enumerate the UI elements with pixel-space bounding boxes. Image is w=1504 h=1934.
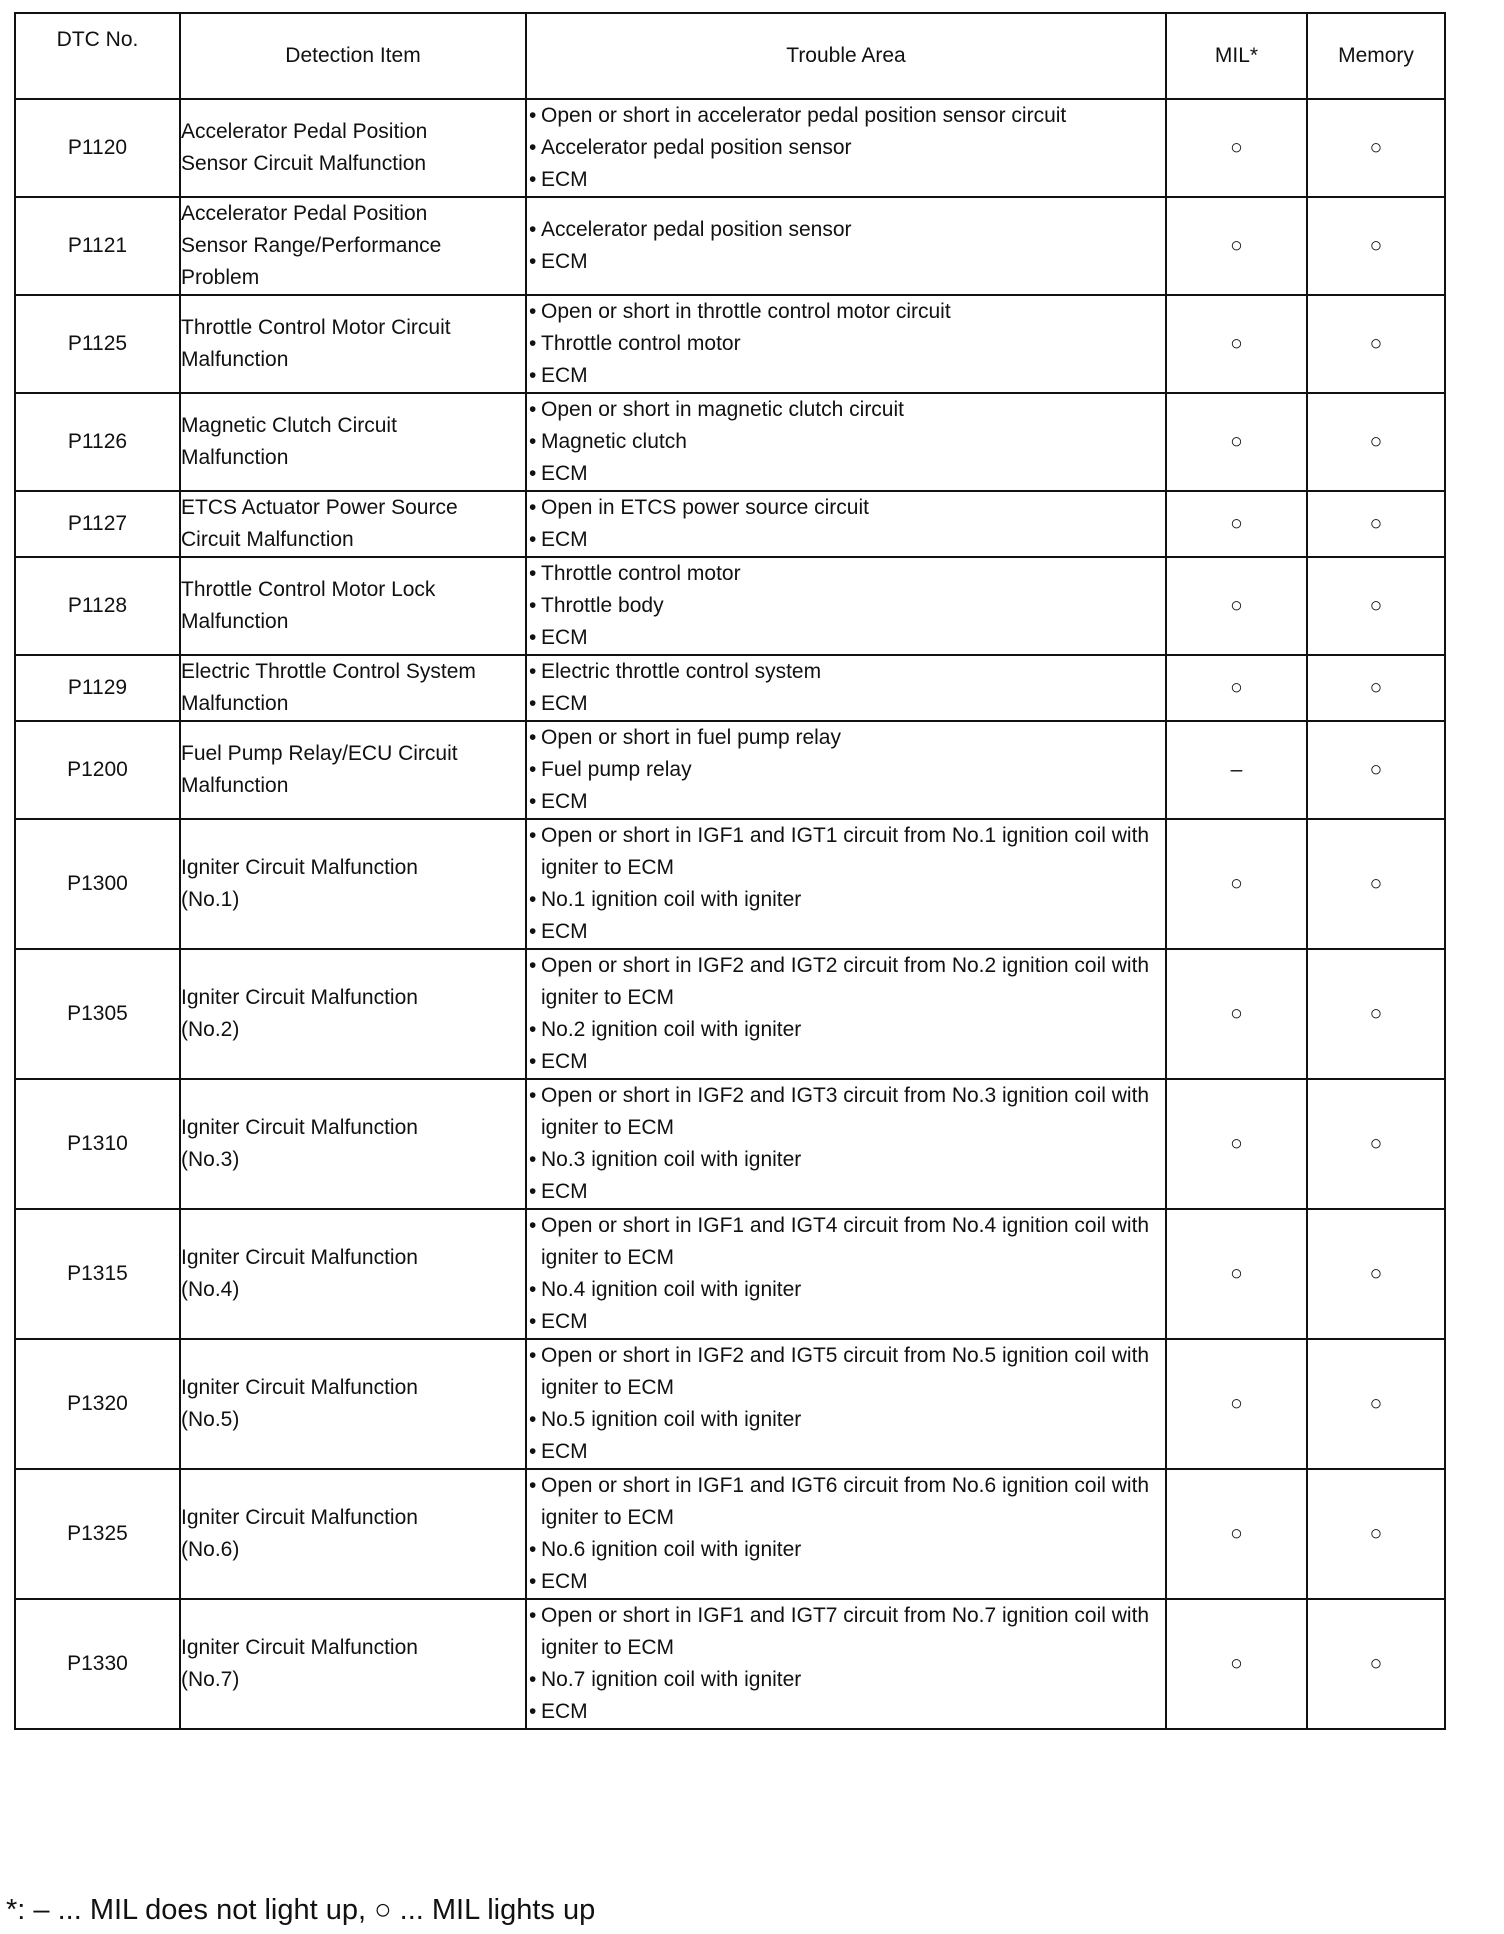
memory-indicator: ○ [1307, 1339, 1445, 1469]
mil-indicator: ○ [1166, 1209, 1307, 1339]
dtc-number: P1330 [15, 1599, 180, 1729]
trouble-area-bullet: • ECM [527, 1306, 1165, 1338]
detection-item [180, 393, 526, 491]
trouble-area-bullet: • ECM [527, 246, 1165, 278]
detection-item-line: Electric Throttle Control System [181, 660, 476, 683]
table-row [15, 949, 1445, 1079]
detection-item-line: Sensor Range/Performance [181, 234, 442, 257]
dtc-number: P1320 [15, 1339, 180, 1469]
mil-indicator: ○ [1166, 99, 1307, 197]
trouble-area-bullet: • Open or short in fuel pump relay [527, 722, 1165, 754]
header-row [15, 13, 1445, 99]
detection-item-line: Fuel Pump Relay/ECU Circuit [181, 742, 458, 765]
trouble-area-bullet: • Throttle control motor [527, 328, 1165, 360]
trouble-area-bullet: • Throttle control motor [527, 558, 1165, 590]
mil-indicator: ○ [1166, 295, 1307, 393]
table-row [15, 1079, 1445, 1209]
trouble-area-bullet: • Open in ETCS power source circuit [527, 492, 1165, 524]
detection-item [180, 1209, 526, 1339]
memory-indicator: ○ [1307, 197, 1445, 295]
memory-indicator: ○ [1307, 721, 1445, 819]
trouble-area-bullet: • ECM [527, 786, 1165, 818]
detection-item [180, 197, 526, 295]
detection-item-line: Igniter Circuit Malfunction [181, 986, 418, 1009]
trouble-area-bullet: • Electric throttle control system [527, 656, 1165, 688]
detection-item-line: Sensor Circuit Malfunction [181, 152, 427, 175]
detection-item-line: Malfunction [181, 774, 289, 797]
detection-item-line: Igniter Circuit Malfunction [181, 1246, 418, 1269]
trouble-area-bullet: • Open or short in IGF1 and IGT6 circuit from No.6 ignition coil with igniter to ECM [527, 1470, 1165, 1534]
trouble-area [526, 1599, 1166, 1729]
memory-indicator: ○ [1307, 1079, 1445, 1209]
trouble-area-bullet: • Open or short in magnetic clutch circuit [527, 394, 1165, 426]
detection-item-line: Circuit Malfunction [181, 528, 354, 551]
detection-item [180, 819, 526, 949]
mil-indicator: ○ [1166, 819, 1307, 949]
trouble-area-bullet: • No.2 ignition coil with igniter [527, 1014, 1165, 1046]
trouble-area-bullet: • ECM [527, 1176, 1165, 1208]
detection-item [180, 1469, 526, 1599]
trouble-area [526, 491, 1166, 557]
memory-indicator: ○ [1307, 491, 1445, 557]
table-row [15, 1599, 1445, 1729]
mil-indicator: ○ [1166, 655, 1307, 721]
trouble-area [526, 1469, 1166, 1599]
detection-item-line: Malfunction [181, 446, 289, 469]
trouble-area-bullet: • Open or short in accelerator pedal position sensor circuit [527, 100, 1165, 132]
detection-item [180, 99, 526, 197]
mil-indicator: ○ [1166, 1339, 1307, 1469]
mil-indicator: ○ [1166, 1599, 1307, 1729]
detection-item-line: (No.3) [181, 1148, 240, 1171]
trouble-area-bullet: • ECM [527, 458, 1165, 490]
trouble-area-bullet: • Open or short in IGF1 and IGT4 circuit from No.4 ignition coil with igniter to ECM [527, 1210, 1165, 1274]
detection-item [180, 721, 526, 819]
mil-indicator: ○ [1166, 197, 1307, 295]
trouble-area-bullet: • No.5 ignition coil with igniter [527, 1404, 1165, 1436]
detection-item-line: Malfunction [181, 610, 289, 633]
detection-item [180, 655, 526, 721]
trouble-area-bullet: • ECM [527, 1046, 1165, 1078]
dtc-table [14, 12, 1446, 1730]
dtc-number: P1310 [15, 1079, 180, 1209]
table-row [15, 295, 1445, 393]
dtc-number: P1121 [15, 197, 180, 295]
dtc-number: P1126 [15, 393, 180, 491]
trouble-area-bullet: • ECM [527, 1436, 1165, 1468]
trouble-area-bullet: • No.6 ignition coil with igniter [527, 1534, 1165, 1566]
dtc-number: P1125 [15, 295, 180, 393]
trouble-area-bullet: • Open or short in IGF2 and IGT3 circuit from No.3 ignition coil with igniter to ECM [527, 1080, 1165, 1144]
trouble-area-bullet: • Open or short in IGF2 and IGT5 circuit from No.5 ignition coil with igniter to ECM [527, 1340, 1165, 1404]
trouble-area [526, 197, 1166, 295]
trouble-area [526, 1079, 1166, 1209]
trouble-area-bullet: • ECM [527, 622, 1165, 654]
detection-item-line: Magnetic Clutch Circuit [181, 414, 397, 437]
table-body [15, 99, 1445, 1729]
detection-item-line: Throttle Control Motor Lock [181, 578, 436, 601]
detection-item-line: Igniter Circuit Malfunction [181, 1506, 418, 1529]
trouble-area-bullet: • ECM [527, 164, 1165, 196]
memory-indicator: ○ [1307, 1599, 1445, 1729]
memory-indicator: ○ [1307, 557, 1445, 655]
detection-item [180, 1079, 526, 1209]
detection-item [180, 949, 526, 1079]
dtc-number: P1315 [15, 1209, 180, 1339]
mil-indicator: ○ [1166, 393, 1307, 491]
trouble-area-bullet: • Accelerator pedal position sensor [527, 214, 1165, 246]
table-row [15, 655, 1445, 721]
table-row [15, 197, 1445, 295]
header-trouble-area: Trouble Area [526, 13, 1166, 99]
memory-indicator: ○ [1307, 655, 1445, 721]
detection-item-line: (No.5) [181, 1408, 240, 1431]
detection-item-line: (No.2) [181, 1018, 240, 1041]
trouble-area-bullet: • Open or short in IGF2 and IGT2 circuit from No.2 ignition coil with igniter to ECM [527, 950, 1165, 1014]
detection-item [180, 557, 526, 655]
memory-indicator: ○ [1307, 949, 1445, 1079]
dtc-number: P1129 [15, 655, 180, 721]
header-memory: Memory [1307, 13, 1445, 99]
detection-item-line: (No.7) [181, 1668, 240, 1691]
mil-indicator: ○ [1166, 949, 1307, 1079]
detection-item [180, 491, 526, 557]
table-row [15, 99, 1445, 197]
table-row [15, 721, 1445, 819]
trouble-area [526, 557, 1166, 655]
trouble-area-bullet: • Accelerator pedal position sensor [527, 132, 1165, 164]
mil-indicator: ○ [1166, 1469, 1307, 1599]
mil-indicator: – [1166, 721, 1307, 819]
dtc-number: P1305 [15, 949, 180, 1079]
footnote: *: – ... MIL does not light up, ○ ... MIL lights up [6, 1894, 596, 1926]
trouble-area [526, 721, 1166, 819]
detection-item-line: Problem [181, 266, 260, 289]
trouble-area [526, 949, 1166, 1079]
header-mil: MIL* [1166, 13, 1307, 99]
trouble-area-bullet: • Magnetic clutch [527, 426, 1165, 458]
detection-item [180, 1599, 526, 1729]
table-row [15, 491, 1445, 557]
detection-item-line: Malfunction [181, 348, 289, 371]
trouble-area-bullet: • Open or short in IGF1 and IGT1 circuit from No.1 ignition coil with igniter to ECM [527, 820, 1165, 884]
table-row [15, 1209, 1445, 1339]
mil-indicator: ○ [1166, 557, 1307, 655]
table-row [15, 1339, 1445, 1469]
trouble-area-bullet: • No.1 ignition coil with igniter [527, 884, 1165, 916]
detection-item-line: Accelerator Pedal Position [181, 120, 428, 143]
memory-indicator: ○ [1307, 295, 1445, 393]
dtc-number: P1325 [15, 1469, 180, 1599]
trouble-area-bullet: • ECM [527, 360, 1165, 392]
trouble-area [526, 1339, 1166, 1469]
table-row [15, 1469, 1445, 1599]
trouble-area-bullet: • Open or short in throttle control motor circuit [527, 296, 1165, 328]
detection-item [180, 1339, 526, 1469]
dtc-number: P1300 [15, 819, 180, 949]
trouble-area [526, 295, 1166, 393]
trouble-area [526, 655, 1166, 721]
trouble-area-bullet: • Fuel pump relay [527, 754, 1165, 786]
trouble-area-bullet: • ECM [527, 1696, 1165, 1728]
header-detection-item: Detection Item [180, 13, 526, 99]
detection-item-line: Igniter Circuit Malfunction [181, 856, 418, 879]
detection-item-line: Igniter Circuit Malfunction [181, 1376, 418, 1399]
table-row [15, 393, 1445, 491]
mil-indicator: ○ [1166, 491, 1307, 557]
trouble-area-bullet: • ECM [527, 524, 1165, 556]
memory-indicator: ○ [1307, 1209, 1445, 1339]
dtc-number: P1120 [15, 99, 180, 197]
dtc-number: P1200 [15, 721, 180, 819]
mil-indicator: ○ [1166, 1079, 1307, 1209]
detection-item-line: (No.6) [181, 1538, 240, 1561]
table-row [15, 557, 1445, 655]
detection-item-line: (No.4) [181, 1278, 240, 1301]
dtc-number: P1127 [15, 491, 180, 557]
memory-indicator: ○ [1307, 393, 1445, 491]
trouble-area [526, 393, 1166, 491]
detection-item-line: Accelerator Pedal Position [181, 202, 428, 225]
trouble-area [526, 1209, 1166, 1339]
memory-indicator: ○ [1307, 819, 1445, 949]
detection-item-line: Igniter Circuit Malfunction [181, 1116, 418, 1139]
header-dtc-no: DTC No. [15, 13, 180, 99]
trouble-area-bullet: • No.3 ignition coil with igniter [527, 1144, 1165, 1176]
detection-item-line: Malfunction [181, 692, 289, 715]
dtc-number: P1128 [15, 557, 180, 655]
trouble-area-bullet: • Open or short in IGF1 and IGT7 circuit from No.7 ignition coil with igniter to ECM [527, 1600, 1165, 1664]
detection-item-line: Throttle Control Motor Circuit [181, 316, 451, 339]
trouble-area-bullet: • ECM [527, 1566, 1165, 1598]
trouble-area-bullet: • Throttle body [527, 590, 1165, 622]
detection-item [180, 295, 526, 393]
table-row [15, 819, 1445, 949]
memory-indicator: ○ [1307, 1469, 1445, 1599]
detection-item-line: Igniter Circuit Malfunction [181, 1636, 418, 1659]
memory-indicator: ○ [1307, 99, 1445, 197]
detection-item-line: ETCS Actuator Power Source [181, 496, 458, 519]
trouble-area-bullet: • No.4 ignition coil with igniter [527, 1274, 1165, 1306]
trouble-area [526, 99, 1166, 197]
trouble-area-bullet: • ECM [527, 916, 1165, 948]
trouble-area-bullet: • ECM [527, 688, 1165, 720]
trouble-area-bullet: • No.7 ignition coil with igniter [527, 1664, 1165, 1696]
detection-item-line: (No.1) [181, 888, 240, 911]
trouble-area [526, 819, 1166, 949]
